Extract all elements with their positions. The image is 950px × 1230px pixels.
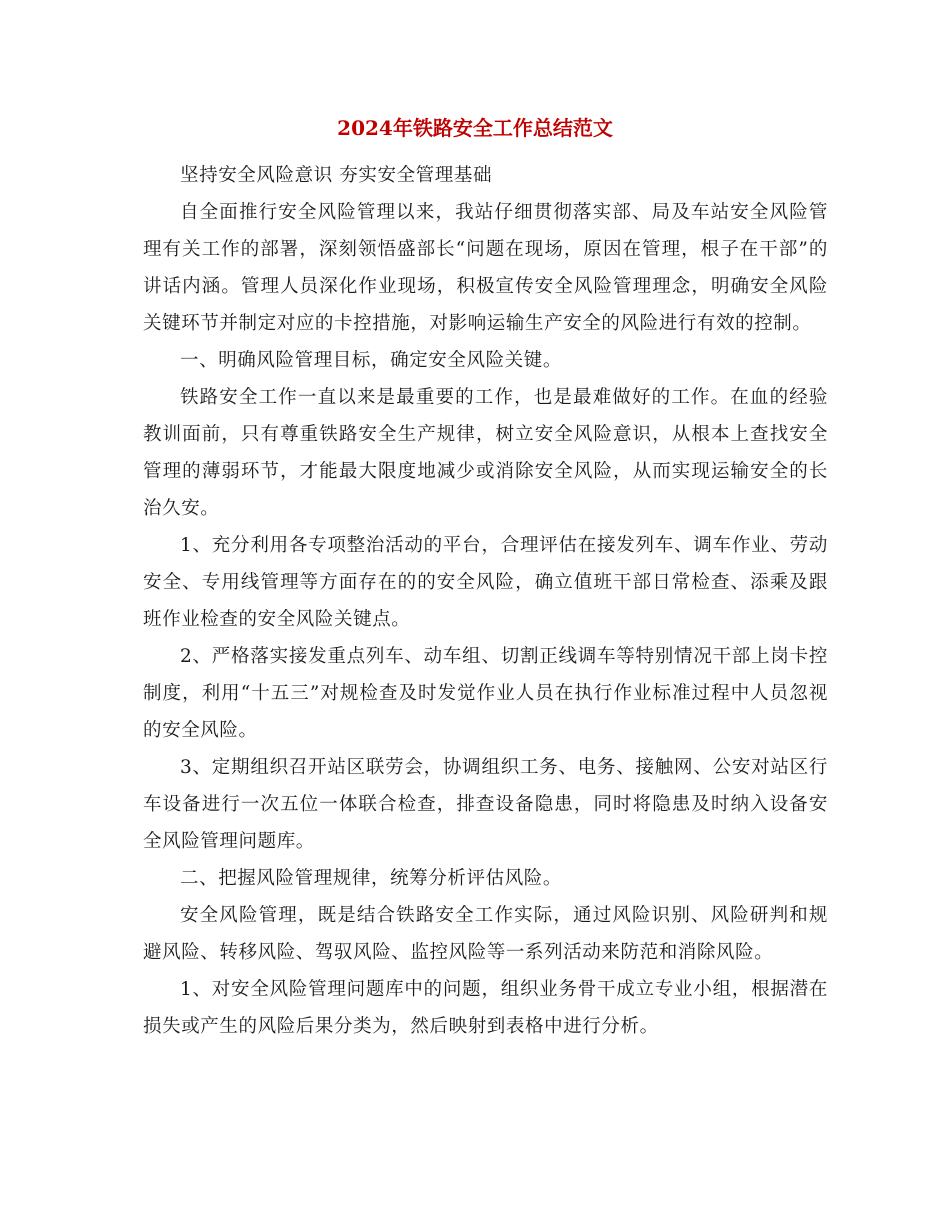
list-item: 3、定期组织召开站区联劳会，协调组织工务、电务、接触网、公安对站区行车设备进行一次五位一体联合检查，排查设备隐患，同时将隐患及时纳入设备安全风险管理问题库。 [143,757,828,852]
list-item: 2、严格落实接发重点列车、动车组、切割正线调车等特别情况干部上岗卡控制度，利用“十五三”对规检查及时发觉作业人员在执行作业标准过程中人员忽视的安全风险。 [143,646,828,741]
paragraph: 安全风险管理，既是结合铁路安全工作实际，通过风险识别、风险研判和规避风险、转移风险、驾驭风险、监控风险等一系列活动来防范和消除风险。 [143,905,828,963]
list-item: 1、充分利用各专项整治活动的平台，合理评估在接发列车、调车作业、劳动安全、专用线管理等方面存在的的安全风险，确立值班干部日常检查、添乘及跟班作业检查的安全风险关键点。 [143,535,828,630]
paragraph: 自全面推行安全风险管理以来，我站仔细贯彻落实部、局及车站安全风险管理有关工作的部署，深刻领悟盛部长“问题在现场，原因在管理，根子在干部”的讲话内涵。管理人员深化作业现场，积极宣传安全风险管理理念，明确安全风险关键环节并制定对应的卡控措施，对影响运输生产安全的风险进行有效的控制。 [143,202,828,334]
list-item: 1、对安全风险管理问题库中的问题，组织业务骨干成立专业小组，根据潜在损失或产生的风险后果分类为，然后映射到表格中进行分析。 [143,979,828,1037]
section-heading: 二、把握风险管理规律，统筹分析评估风险。 [180,868,563,889]
section-heading: 坚持安全风险意识 夯实安全管理基础 [180,165,493,186]
section-heading: 一、明确风险管理目标，确定安全风险关键。 [180,350,563,371]
paragraph: 铁路安全工作一直以来是最重要的工作，也是最难做好的工作。在血的经验教训面前，只有尊重铁路安全生产规律，树立安全风险意识，从根本上查找安全管理的薄弱环节，才能最大限度地减少或消除安全风险，从而实现运输安全的长治久安。 [143,387,828,519]
document-body [143,157,828,1045]
document-title: 2024年铁路安全工作总结范文 [337,116,613,140]
